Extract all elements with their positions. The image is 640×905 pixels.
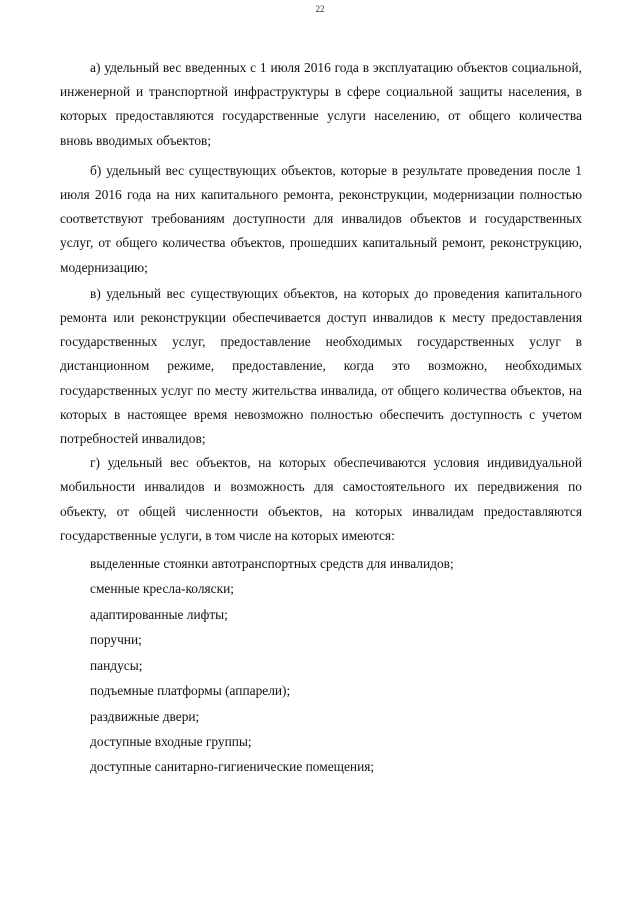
paragraph-a: а) удельный вес введенных с 1 июля 2016 года в эксплуатацию объектов социальной, инженерной и транспортной инфраструктуры в сфере социальной защиты населения, в которых предоставляются государственные услуги населению, от общего количества вновь вводимых объектов; [60,60,582,148]
page-number: 22 [315,4,325,14]
list-item: пандусы; [90,657,143,673]
paragraph-b: б) удельный вес существующих объектов, которые в результате проведения после 1 июля 2016 года на них капитального ремонта, реконструкции, модернизации полностью соответствуют требованиям доступности для инвалидов объектов и государственных услуг, от общего количества объектов, прошедших капитальный ремонт, реконструкцию, модернизацию; [60,162,582,275]
paragraph-g: г) удельный вес объектов, на которых обеспечиваются условия индивидуальной мобильности инвалидов и возможность для самостоятельного их передвижения по объекту, от общей численности объектов, на которых инвалидам предоставляются государственные услуги, в том числе на которых имеются: [60,455,582,543]
list-item: сменные кресла-коляски; [90,581,235,597]
list-item: поручни; [90,632,142,648]
facility-conditions-list [60,551,582,780]
list-item: адаптированные лифты; [90,606,228,622]
document-body [60,56,582,780]
paragraph-v: в) удельный вес существующих объектов, на которых до проведения капитального ремонта или реконструкции обеспечивается доступ инвалидов к месту предоставления государственных услуг, предоставление необходимых государственных услуг в дистанционном режиме, предоставление, когда это возможно, необходимых государственных услуг по месту жительства инвалида, от общего количества объектов, на которых в настоящее время невозможно полностью обеспечить доступность с учетом потребностей инвалидов; [60,285,582,447]
list-item: доступные санитарно-гигиенические помещения; [90,759,375,775]
list-item: доступные входные группы; [90,733,252,749]
list-item: выделенные стоянки автотранспортных средств для инвалидов; [90,556,454,572]
list-item: раздвижные двери; [90,708,200,724]
list-item: подъемные платформы (аппарели); [90,683,291,699]
